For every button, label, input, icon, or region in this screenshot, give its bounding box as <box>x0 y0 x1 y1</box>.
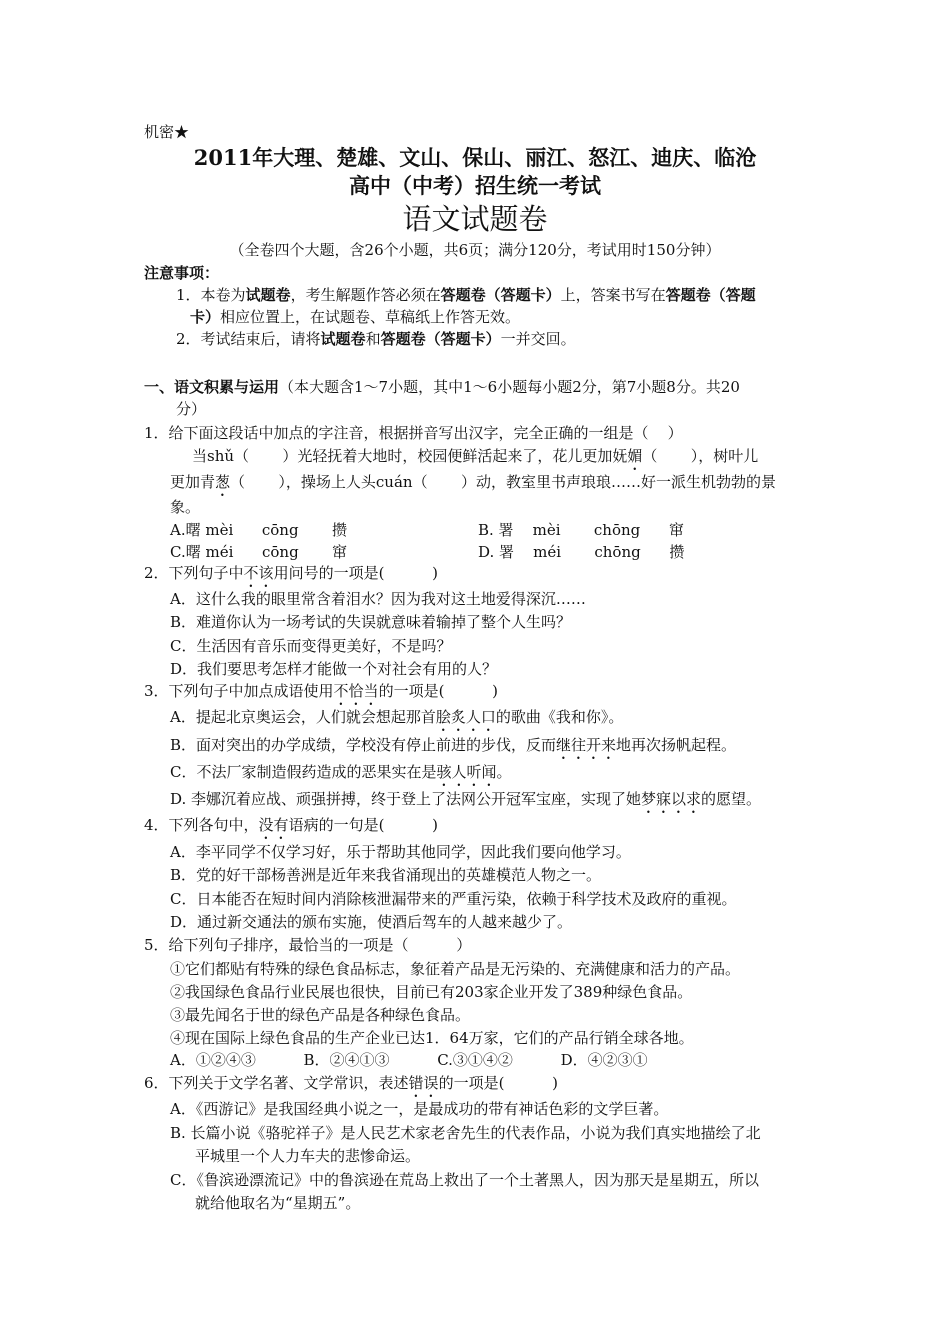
q3-stem <box>144 681 498 709</box>
q1-text: （ ），树叶儿 <box>642 447 759 465</box>
notice-bold: 答题卷（答题卡） <box>380 330 501 348</box>
q3-option-a <box>170 707 623 735</box>
q3-dotted: 脍炙人口 <box>435 708 496 726</box>
notice-text: 一并交回。 <box>500 330 576 348</box>
q1-passage-line1 <box>192 446 758 474</box>
q6-option-b-cont: 平城里一个人力车夫的悲惨命运。 <box>195 1147 421 1165</box>
q6-option-a: A．《西游记》是我国经典小说之一，是最成功的带有神话色彩的文学巨著。 <box>170 1100 669 1118</box>
q1-option-b: B. 署 mèi chōng 窜 <box>478 521 684 539</box>
q3-dotted: 梦寐以求 <box>641 790 702 808</box>
q6-dotted: 错误 <box>408 1074 439 1092</box>
q6-option-c: C．《鲁滨逊漂流记》中的鲁滨逊在荒岛上救出了一个土著黑人，因为那天是星期五，所以 <box>170 1171 759 1189</box>
notice-text: 上，答案书写在 <box>560 286 666 304</box>
q5-stem: 5．给下列句子排序，最恰当的一项是（ ） <box>144 936 472 954</box>
section1-desc: （本大题含1～7小题，其中1～6小题每小题2分，第7小题8分。共20 <box>279 378 740 396</box>
notice-bold: 答题卷（答题 <box>665 286 756 304</box>
q5-sentence-1: ①它们都贴有特殊的绿色食品标志，象征着产品是无污染的、充满健康和活力的产品。 <box>170 960 741 978</box>
q5-sentence-2: ②我国绿色食品行业民展也很快，目前已有203家企业开发了389种绿色食品。 <box>170 983 693 1001</box>
q3-option-b <box>170 735 736 763</box>
notice-text: 1．本卷为 <box>176 286 246 304</box>
q3-option-d <box>170 789 761 817</box>
q2-dotted: 不该 <box>243 564 274 582</box>
notice-text: 2．考试结束后，请将 <box>176 330 321 348</box>
notice-text: 和 <box>365 330 381 348</box>
q3-text: D. 李娜沉着应战、顽强拼搏，终于登上了法网公开冠军宝座，实现了她 <box>170 790 642 808</box>
q5-sentence-4: ④现在国际上绿色食品的生产企业已达1．64万家，它们的产品行销全球各地。 <box>170 1029 694 1047</box>
notice-item-1 <box>176 285 756 305</box>
q4-stem <box>144 815 438 843</box>
q6-option-c-cont: 就给他取名为“星期五”。 <box>195 1194 361 1212</box>
q3-text: A．提起北京奥运会，人们就会想起那首 <box>170 708 436 726</box>
q3-text: 的歌曲《我和你》。 <box>495 708 624 726</box>
q4-text: 语病的一句是( ) <box>288 816 438 834</box>
q1-dotted-char: 媚 <box>627 447 643 465</box>
q1-passage-line3: 象。 <box>170 498 201 516</box>
q2-stem <box>144 563 438 591</box>
section1-heading: 一、语文积累与运用 <box>144 378 280 396</box>
q5-options: A．①②④③ B．②④①③ C.③①④② D．④②③① <box>170 1051 648 1069</box>
q3-text: 3．下列句子中加点成语使用 <box>144 682 334 700</box>
exam-info: （全卷四个大题，含26个小题，共6页；满分120分，考试用时150分钟） <box>229 241 721 259</box>
q4-option-d: D．通过新交通法的颁布实施，使酒后驾车的人越来越少了。 <box>170 913 573 931</box>
subject-title: 语文试题卷 <box>402 202 548 236</box>
q3-text: 的一项是( ) <box>378 682 498 700</box>
q1-dotted-char: 葱 <box>215 473 231 491</box>
q4-text: 4．下列各句中， <box>144 816 259 834</box>
q1-passage-line2 <box>170 472 776 500</box>
notice-item-2 <box>176 329 576 349</box>
q5-sentence-3: ③最先闻名于世的绿色产品是各种绿色食品。 <box>170 1006 471 1024</box>
notice-text: 相应位置上，在试题卷、草稿纸上作答无效。 <box>220 308 521 326</box>
q3-dotted: 不恰当 <box>333 682 379 700</box>
section1-heading-line <box>144 377 740 397</box>
q2-text: 2．下列句子中 <box>144 564 244 582</box>
notice-bold: 试题卷 <box>245 286 291 304</box>
notice-bold: 答题卷（答题卡） <box>440 286 561 304</box>
q3-text: 。 <box>496 763 512 781</box>
q3-text: 的愿望。 <box>701 790 762 808</box>
q3-text: C．不法厂家制造假药造成的恶果实在是 <box>170 763 437 781</box>
notice-item-1-cont <box>190 307 520 327</box>
q6-text: 6．下列关于文学名著、文学常识，表述 <box>144 1074 409 1092</box>
exam-title-line1: 2011年大理、楚雄、文山、保山、丽江、怒江、迪庆、临沧 <box>193 145 757 170</box>
q2-option-d: D．我们要思考怎样才能做一个对社会有用的人？ <box>170 660 498 678</box>
q4-dotted: 没有 <box>258 816 289 834</box>
q1-option-c: C.曙 méi cōng 窜 <box>170 543 348 561</box>
q6-stem <box>144 1073 558 1101</box>
q2-option-a: A．这什么我的眼里常含着泪水？因为我对这土地爱得深沉…… <box>170 590 586 608</box>
notice-heading: 注意事项： <box>144 264 220 282</box>
q3-text: B．面对突出的办学成绩，学校没有停止前进的步伐，反而 <box>170 736 557 754</box>
q4-option-b: B．党的好干部杨善洲是近年来我省涌现出的英雄模范人物之一。 <box>170 866 602 884</box>
exam-title-line2: 高中（中考）招生统一考试 <box>349 173 601 198</box>
notice-text: ，考生解题作答必须在 <box>290 286 441 304</box>
q1-text: 当shǔ（ ）光轻抚着大地时，校园便鲜活起来了，花儿更加妩 <box>192 447 628 465</box>
q1-text: （ ），操场上人头cuán（ ）动，教室里书声琅琅……好一派生机勃勃的景 <box>230 473 776 491</box>
q6-option-b: B. 长篇小说《骆驼祥子》是人民艺术家老舍先生的代表作品，小说为我们真实地描绘了北 <box>170 1124 761 1142</box>
q3-text: 地再次扬帆起程。 <box>616 736 737 754</box>
q2-text: 用问号的一项是( ) <box>273 564 438 582</box>
q4-option-a: A．李平同学不仅学习好，乐于帮助其他同学，因此我们要向他学习。 <box>170 843 631 861</box>
q2-option-b: B．难道你认为一场考试的失误就意味着输掉了整个人生吗？ <box>170 613 572 631</box>
q1-stem: 1．给下面这段话中加点的字注音，根据拼音写出汉字，完全正确的一组是（ ） <box>144 424 683 442</box>
q6-text: 的一项是( ) <box>438 1074 558 1092</box>
q3-dotted: 骇人听闻 <box>436 763 497 781</box>
q1-option-a: A.曙 mèi cōng 攒 <box>170 521 347 539</box>
q1-text: 更加青 <box>170 473 216 491</box>
q4-option-c: C．日本能否在短时间内消除核泄漏带来的严重污染，依赖于科学技术及政府的重视。 <box>170 890 737 908</box>
q3-option-c <box>170 762 512 790</box>
secret-label: 机密★ <box>144 123 190 141</box>
notice-bold: 卡） <box>190 308 221 326</box>
q3-dotted: 继往开来 <box>556 736 617 754</box>
q1-option-d: D. 署 méi chōng 攒 <box>478 543 685 561</box>
notice-bold: 试题卷 <box>320 330 366 348</box>
q2-option-c: C．生活因有音乐而变得更美好，不是吗？ <box>170 637 452 655</box>
section1-desc-cont: 分） <box>176 400 207 418</box>
